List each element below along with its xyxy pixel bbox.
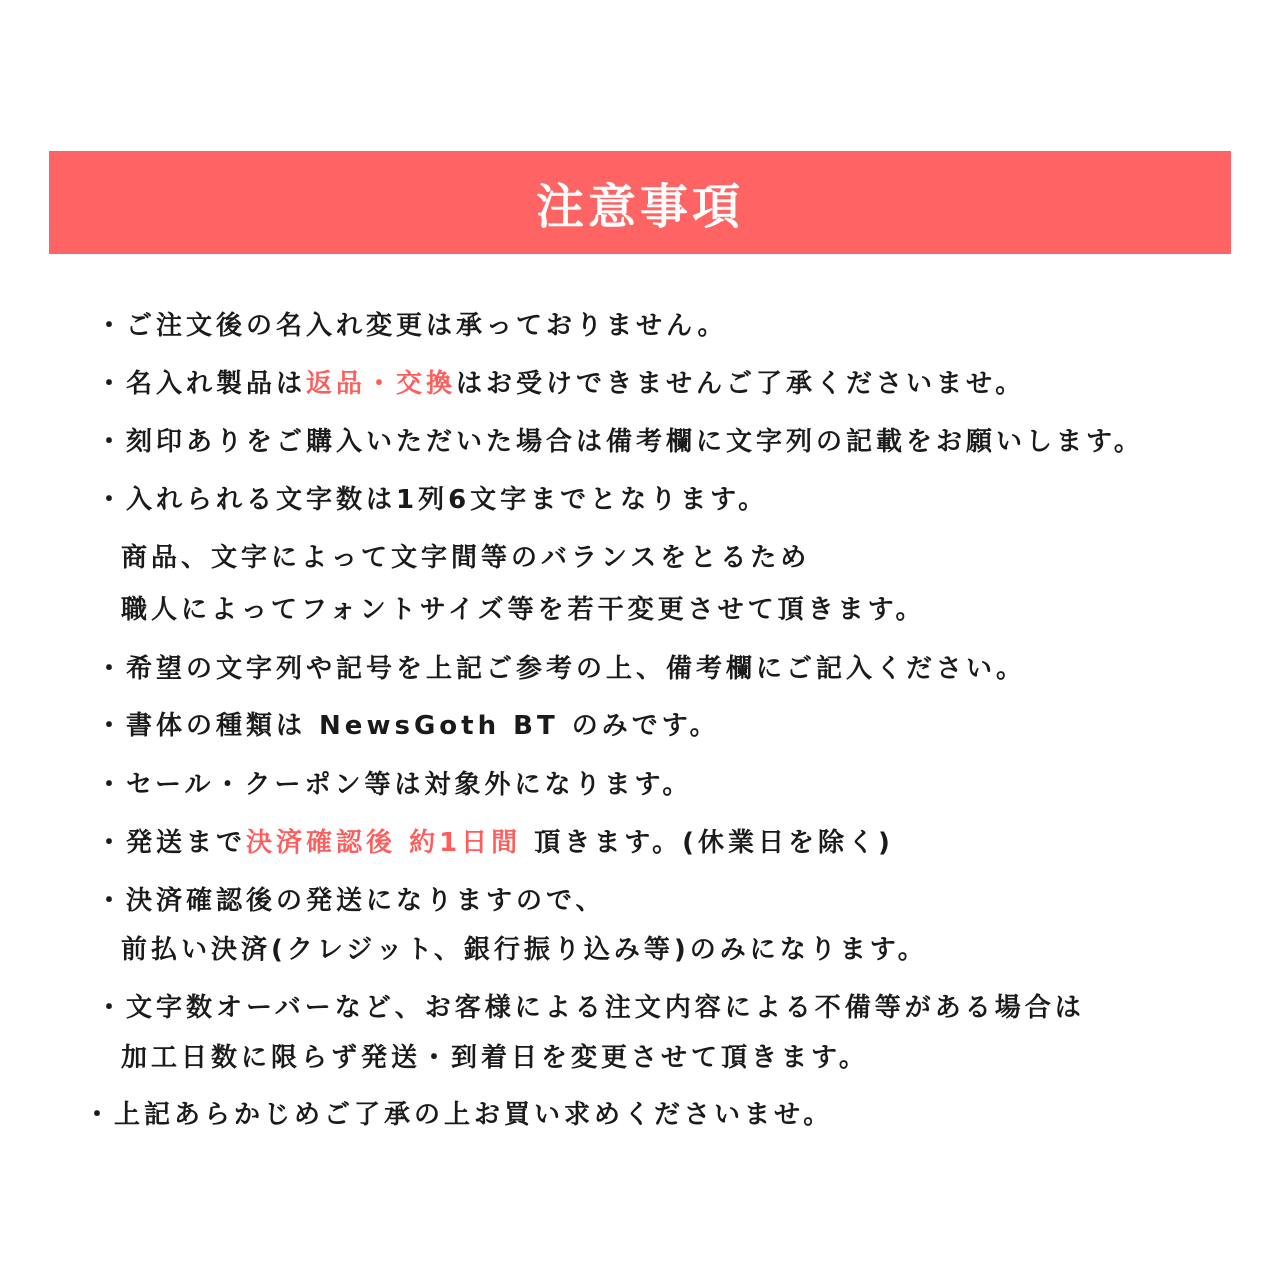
note-text: 商品、文字によって文字間等のバランスをとるため [121,543,811,573]
note-text: 前払い決済(クレジット、銀行振り込み等)のみになります。 [121,935,928,965]
note-text: 職人によってフォントサイズ等を若干変更させて頂きます。 [121,595,926,625]
note-line [121,1040,869,1076]
note-line [96,366,1025,402]
note-text: ・ご注文後の名入れ変更は承っておりません。 [96,311,728,341]
note-line [96,767,692,803]
highlight-text: 返品・交換 [306,369,457,399]
note-line [96,708,720,744]
note-line [121,592,926,628]
note-line [121,540,810,576]
note-text: はお受けできませんご了承くださいませ。 [456,369,1026,399]
note-text: ・決済確認後の発送になりますので、 [96,886,606,916]
page-title: 注意事項 [535,179,744,235]
note-line [96,825,894,861]
note-line [96,883,605,919]
note-text: ・名入れ製品は [96,369,307,399]
note-text: ・希望の文字列や記号を上記ご参考の上、備考欄にご記入ください。 [96,654,1027,684]
note-line [121,932,928,968]
note-line [96,990,1085,1026]
note-text: 加工日数に限らず発送・到着日を変更させて頂きます。 [121,1043,869,1073]
note-text: ・上記あらかじめご了承の上お買い求めくださいませ。 [84,1100,834,1130]
note-line [96,424,1144,460]
title-banner [49,151,1231,254]
note-line [96,651,1026,687]
note-line [96,308,728,344]
note-text: ・文字数オーバーなど、お客様による注文内容による不備等がある場合は [96,993,1085,1023]
note-text: ・発送まで [96,828,247,858]
note-text: ・刻印ありをご購入いただいた場合は備考欄に文字列の記載をお願いします。 [96,427,1144,457]
highlight-text: 決済確認後 約1日間 [246,828,522,858]
note-line [84,1097,833,1133]
note-line [96,482,768,518]
note-text: 頂きます。(休業日を除く) [521,828,894,858]
note-text: ・入れられる文字数は1列6文字までとなります。 [96,485,769,515]
note-text: ・セール・クーポン等は対象外になります。 [96,770,693,800]
note-text: ・書体の種類は NewsGoth BT のみです。 [96,711,720,741]
